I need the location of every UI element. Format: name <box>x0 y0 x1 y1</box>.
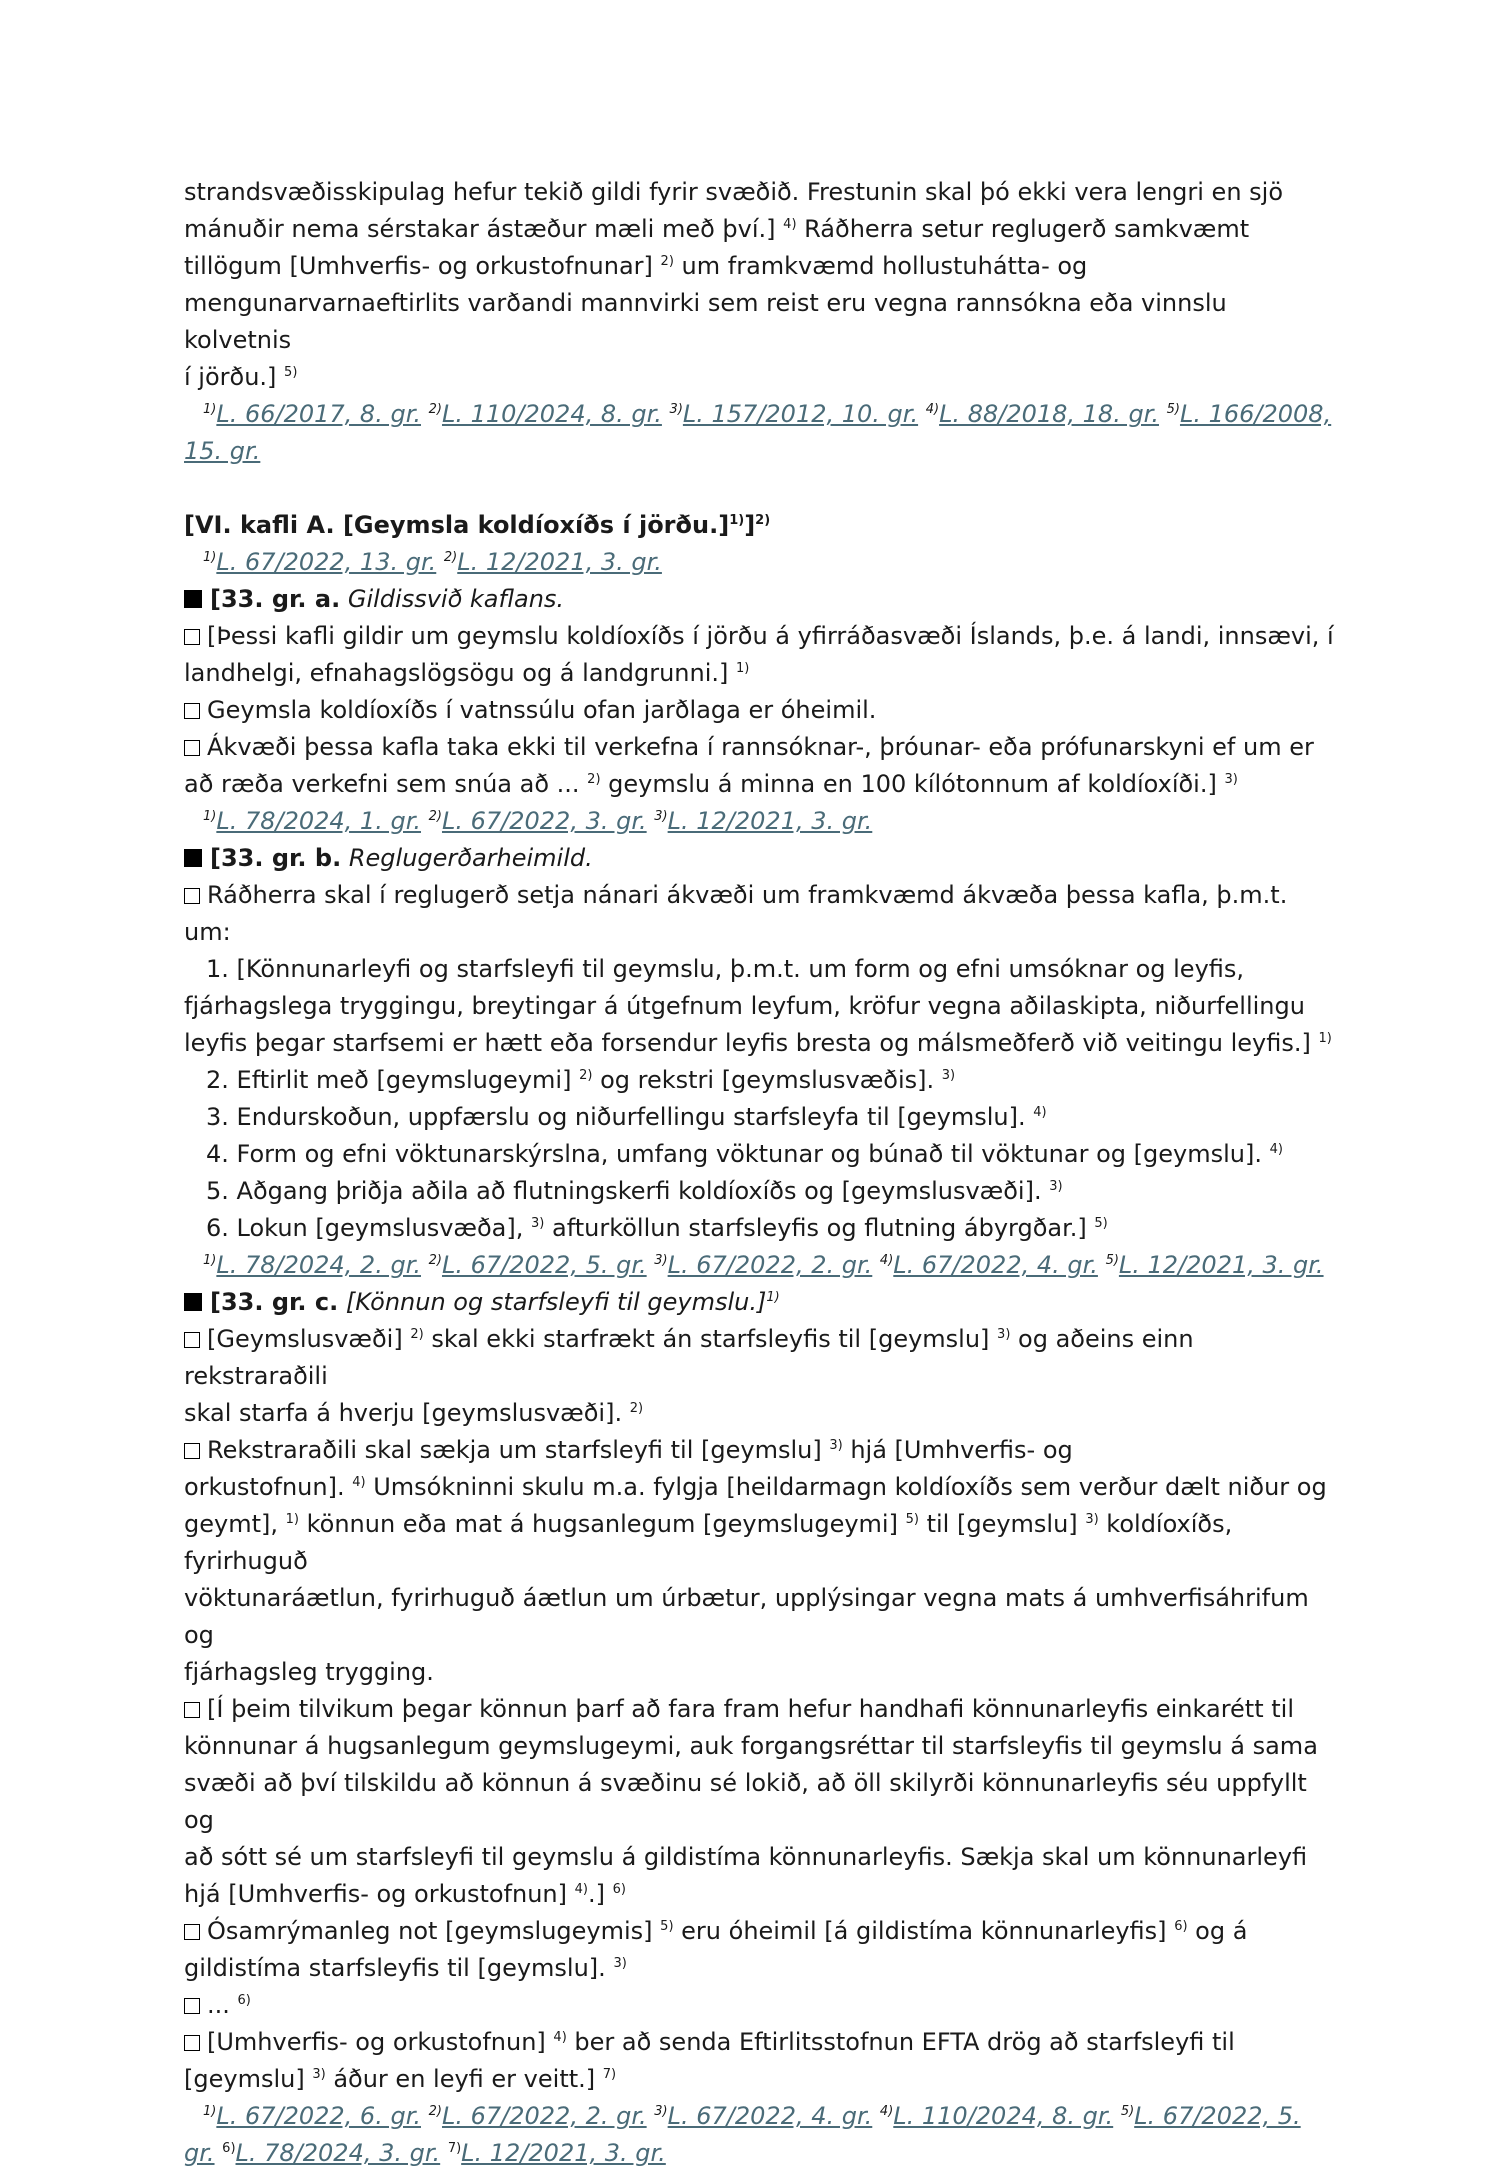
chapter-heading: [VI. kafli A. [Geymsla koldíoxíðs í jörðu.]$^{1)}$]$^{2)}$ <box>184 511 771 539</box>
paragraph-marker-icon <box>184 629 200 645</box>
reference-link[interactable]: L. 12/2021, 3. gr. <box>461 2139 666 2167</box>
footnote-references-wrap: gr. $^{6)}$L. 78/2024, 3. gr. $^{7)}$L. 12/2021, 3. gr. <box>184 2139 666 2167</box>
reference-link[interactable]: L. 78/2024, 1. gr. <box>216 807 421 835</box>
paragraph: Ákvæði þessa kafla taka ekki til verkefna í rannsóknar-, þróunar- eða prófunarskyni ef um er að ræða verkefni sem snúa að ... $^{2)}$ geymslu á minna en 100 kílótonnum af koldíoxíði.] $^{3)}$ <box>184 733 1314 798</box>
paragraph: [Geymslusvæði] $^{2)}$ skal ekki starfrækt án starfsleyfis til [geymslu] $^{3)}$ og aðeins einn rekstraraðili skal starfa á hverju [geymslusvæði]. $^{2)}$ <box>184 1325 1194 1427</box>
reference-link[interactable]: L. 12/2021, 3. gr. <box>667 807 873 835</box>
reference-link[interactable]: gr. <box>184 2139 215 2167</box>
reference-link[interactable]: L. 67/2022, 5. <box>1134 2102 1301 2130</box>
footnote-references: $^{1)}$L. 78/2024, 2. gr. $^{2)}$L. 67/2022, 5. gr. $^{3)}$L. 67/2022, 2. gr. $^{4)}$L. 67/2022, 4. gr. $^{5)}$L. 12/2021, 3. gr. <box>203 1251 1324 1279</box>
reference-link[interactable]: L. 166/2008, <box>1179 400 1332 428</box>
reference-link[interactable]: L. 110/2024, 8. gr. <box>441 400 662 428</box>
footnote-references: $^{1)}$L. 78/2024, 1. gr. $^{2)}$L. 67/2022, 3. gr. $^{3)}$L. 12/2021, 3. gr. <box>203 807 873 835</box>
paragraph-marker-icon <box>184 1924 200 1940</box>
paragraph-marker-icon <box>184 703 200 719</box>
paragraph: ... $^{6)}$ <box>184 1987 1334 2024</box>
paragraph: Rekstraraðili skal sækja um starfsleyfi til [geymslu] $^{3)}$ hjá [Umhverfis- og orkustofnun]. $^{4)}$ Umsókninni skulu m.a. fylgja [heildarmagn koldíoxíðs sem verður dælt niður og geymt], $^{1)}$ könnun eða mat á hugsanlegum [geymslugeymi] $^{5)}$ til [geymslu] $^{3)}$ koldíoxíðs, fyrirhuguð vöktunaráætlun, fyrirhuguð áætlun um úrbætur, upplýsingar vegna mats á umhverfisáhrifum og fjárhagsleg trygging. <box>184 1436 1327 1686</box>
footnote-references: $^{1)}$L. 66/2017, 8. gr. $^{2)}$L. 110/2024, 8. gr. $^{3)}$L. 157/2012, 10. gr. $^{4)}$L. 88/2018, 18. gr. $^{5)}$L. 166/2008, <box>203 400 1332 428</box>
reference-link[interactable]: L. 67/2022, 13. gr. <box>216 548 437 576</box>
paragraph-marker-icon <box>184 1998 200 2014</box>
reference-link[interactable]: L. 157/2012, 10. gr. <box>682 400 919 428</box>
reference-link[interactable]: L. 67/2022, 5. gr. <box>441 1251 647 1279</box>
article-33a-heading: [33. gr. a. Gildissvið kaflans. <box>184 581 1334 618</box>
paragraph-marker-icon <box>184 888 200 904</box>
footnote-references: $^{1)}$L. 67/2022, 13. gr. $^{2)}$L. 12/2021, 3. gr. <box>203 548 662 576</box>
paragraph: [Umhverfis- og orkustofnun] $^{4)}$ ber að senda Eftirlitsstofnun EFTA drög að starfsleyfi til [geymslu] $^{3)}$ áður en leyfi er veitt.] $^{7)}$ <box>184 2028 1235 2093</box>
list-item: 5. Aðgang þriðja aðila að flutningskerfi koldíoxíðs og [geymslusvæði]. $^{3)}$ <box>206 1177 1063 1205</box>
reference-link[interactable]: L. 67/2022, 2. gr. <box>667 1251 873 1279</box>
article-marker-icon <box>184 590 202 608</box>
law-text-page <box>184 174 1334 2172</box>
footnote-references: $^{1)}$L. 67/2022, 6. gr. $^{2)}$L. 67/2022, 2. gr. $^{3)}$L. 67/2022, 4. gr. $^{4)}$L. 110/2024, 8. gr. $^{5)}$L. 67/2022, 5. <box>203 2102 1301 2130</box>
paragraph-marker-icon <box>184 2035 200 2051</box>
paragraph: [Þessi kafli gildir um geymslu koldíoxíðs í jörðu á yfirráðasvæði Íslands, þ.e. á landi, innsævi, í landhelgi, efnahagslögsögu og á landgrunni.] $^{1)}$ <box>184 622 1334 687</box>
reference-link[interactable]: L. 88/2018, 18. gr. <box>939 400 1159 428</box>
list-item: 2. Eftirlit með [geymslugeymi] $^{2)}$ og rekstri [geymslusvæðis]. $^{3)}$ <box>206 1066 956 1094</box>
paragraph-marker-icon <box>184 740 200 756</box>
article-marker-icon <box>184 849 202 867</box>
reference-link[interactable]: L. 67/2022, 4. gr. <box>667 2102 873 2130</box>
reference-link[interactable]: L. 67/2022, 4. gr. <box>893 1251 1098 1279</box>
paragraph-marker-icon <box>184 1702 200 1718</box>
paragraph: Ósamrýmanleg not [geymslugeymis] $^{5)}$ eru óheimil [á gildistíma könnunarleyfis] $^{6)}$ og á gildistíma starfsleyfis til [geymslu]. $^{3)}$ <box>184 1917 1248 1982</box>
article-33c-heading: [33. gr. c. [Könnun og starfsleyfi til geymslu.]$^{1)}$ <box>184 1284 1334 1321</box>
article-marker-icon <box>184 1293 202 1311</box>
reference-link[interactable]: 15. gr. <box>184 437 261 465</box>
article-33b-heading: [33. gr. b. Reglugerðarheimild. <box>184 840 1334 877</box>
reference-link[interactable]: L. 78/2024, 2. gr. <box>216 1251 421 1279</box>
paragraph: Ráðherra skal í reglugerð setja nánari ákvæði um framkvæmd ákvæða þessa kafla, þ.m.t. um: <box>184 881 1288 946</box>
reference-link[interactable]: L. 12/2021, 3. gr. <box>1118 1251 1324 1279</box>
reference-link[interactable]: L. 67/2022, 6. gr. <box>216 2102 421 2130</box>
continuation-paragraph: strandsvæðisskipulag hefur tekið gildi fyrir svæðið. Frestunin skal þó ekki vera lengri en sjö mánuðir nema sérstakar ástæður mæli með því.] $^{4)}$ Ráðherra setur reglugerð samkvæmt tillögum [Umhverfis- og orkustofnunar] $^{2)}$ um framkvæmd hollustuhátta- og mengunarvarnaeftirlits varðandi mannvirki sem reist eru vegna rannsókna eða vinnslu kolvetnis í jörðu.] $^{5)}$ <box>184 178 1284 391</box>
reference-link[interactable]: L. 67/2022, 2. gr. <box>441 2102 647 2130</box>
list-item: 4. Form og efni vöktunarskýrslna, umfang vöktunar og búnað til vöktunar og [geymslu]. $^{4)}$ <box>206 1140 1283 1168</box>
paragraph-marker-icon <box>184 1443 200 1459</box>
paragraph-marker-icon <box>184 1332 200 1348</box>
reference-link[interactable]: L. 78/2024, 3. gr. <box>235 2139 441 2167</box>
list-item: 6. Lokun [geymslusvæða], $^{3)}$ afturköllun starfsleyfis og flutning ábyrgðar.] $^{5)}$ <box>206 1214 1108 1242</box>
reference-link[interactable]: L. 110/2024, 8. gr. <box>893 2102 1114 2130</box>
list-item: 3. Endurskoðun, uppfærslu og niðurfellingu starfsleyfa til [geymslu]. $^{4)}$ <box>206 1103 1047 1131</box>
footnote-references-wrap <box>184 433 1334 470</box>
reference-link[interactable]: L. 67/2022, 3. gr. <box>441 807 647 835</box>
reference-link[interactable]: L. 66/2017, 8. gr. <box>216 400 421 428</box>
paragraph: [Í þeim tilvikum þegar könnun þarf að fara fram hefur handhafi könnunarleyfis einkarétt til könnunar á hugsanlegum geymslugeymi, auk forgangsréttar til starfsleyfis til geymslu á sama svæði að því tilskildu að könnun á svæðinu sé lokið, að öll skilyrði könnunarleyfis séu uppfyllt og að sótt sé um starfsleyfi til geymslu á gildistíma könnunarleyfis. Sækja skal um könnunarleyfi hjá [Umhverfis- og orkustofnun] $^{4)}$.] $^{6)}$ <box>184 1695 1318 1908</box>
paragraph: Geymsla koldíoxíðs í vatnssúlu ofan jarðlaga er óheimil. <box>184 692 1334 729</box>
reference-link[interactable]: L. 12/2021, 3. gr. <box>457 548 662 576</box>
list-item: 1. [Könnunarleyfi og starfsleyfi til geymslu, þ.m.t. um form og efni umsóknar og leyfis, fjárhagslega tryggingu, breytingar á útgefnum leyfum, kröfur vegna aðilaskipta, niðurfellingu leyfis þegar starfsemi er hætt eða forsendur leyfis bresta og málsmeðferð við veitingu leyfis.] $^{1)}$ <box>184 955 1332 1057</box>
